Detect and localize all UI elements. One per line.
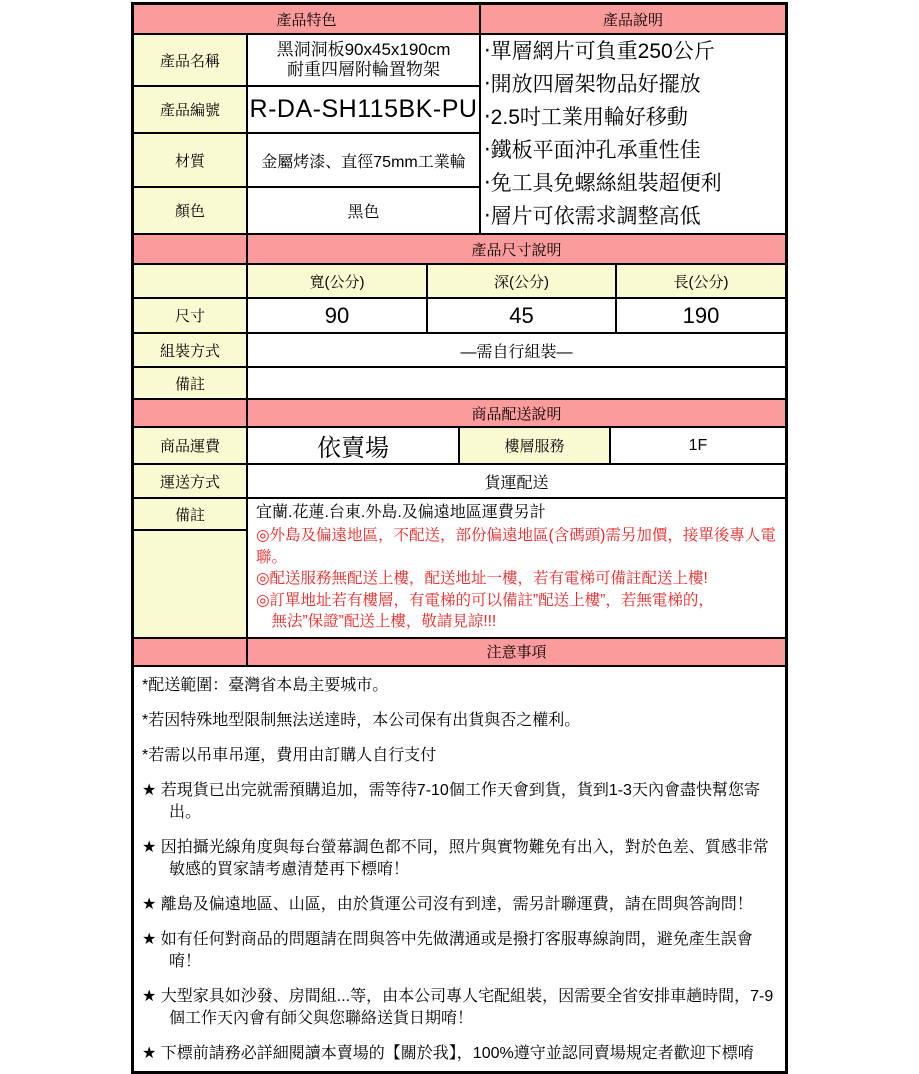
shipping-header-row [134, 398, 785, 426]
material-label: 材質 [134, 134, 246, 186]
notice-item: ★ 大型家具如沙發、房間組...等，由本公司專人宅配組裝，因需要全省安排車趟時間，7-9個工作天內會有師父與您聯絡送貨日期唷！ [142, 987, 774, 1027]
shipping-note-red-line: ◎訂單地址若有樓層，有電梯的可以備註”配送上樓”，若無電梯的， [256, 591, 714, 609]
product-code-label: 產品編號 [134, 87, 246, 132]
description-bullet: ‧2.5吋工業用輪好移動 [484, 106, 688, 129]
product-spec-table [131, 2, 788, 1074]
size-row [134, 297, 785, 332]
dimensions-colheader-spacer [134, 265, 246, 297]
product-code-value: R-DA-SH115BK-PU [246, 87, 479, 132]
dimensions-colheader-row [134, 263, 785, 297]
shipping-header: 商品配送說明 [246, 400, 785, 426]
description-header: 產品說明 [479, 5, 785, 33]
notice-item: ★ 下標前請務必詳細閱讀本賣場的【關於我】，100%遵守並認同賣場規定者歡迎下標唷 [142, 1044, 754, 1062]
dimensions-note-value [246, 368, 785, 398]
features-header: 產品特色 [134, 5, 479, 33]
description-bullet: ‧鐵板平面沖孔承重性佳 [484, 139, 701, 162]
freight-value: 依賣場 [246, 428, 458, 463]
product-name-line2: 耐重四層附輪置物架 [287, 60, 440, 79]
floor-service-value: 1F [609, 428, 785, 463]
description-bullet: ‧開放四層架物品好擺放 [484, 73, 701, 96]
notice-item: *若需以吊車吊運，費用由訂購人自行支付 [142, 746, 437, 764]
shipping-note-row [134, 497, 785, 637]
freight-row [134, 426, 785, 463]
product-name-value [246, 35, 479, 85]
shipping-note-content [246, 499, 785, 637]
freight-label: 商品運費 [134, 428, 246, 463]
dimensions-header-row [134, 233, 785, 263]
size-label: 尺寸 [134, 299, 246, 332]
description-cell [479, 35, 785, 233]
material-value: 金屬烤漆、直徑75mm工業輪 [246, 134, 479, 186]
product-name-line1: 黑洞洞板90x45x190cm [276, 40, 451, 59]
notice-item: ★ 離島及偏遠地區、山區，由於貨運公司沒有到達，需另計聯運費，請在問與答詢問！ [142, 895, 753, 913]
assembly-label: 組裝方式 [134, 334, 246, 366]
features-body-row [134, 33, 785, 233]
product-code-row [134, 85, 479, 132]
shipping-note-black-line: 宜蘭.花蓮.台東.外島.及偏遠地區運費另計 [256, 504, 546, 521]
notice-item: ★ 如有任何對商品的問題請在問與答中先做溝通或是撥打客服專線詢問，避免產生誤會唷！ [142, 930, 753, 970]
assembly-row [134, 332, 785, 366]
size-width-value: 90 [246, 299, 426, 332]
shipping-note-red-line: ◎配送服務無配送上樓，配送地址一樓，若有電梯可備註配送上樓! [256, 570, 708, 587]
dimensions-header: 產品尺寸說明 [246, 235, 785, 263]
notice-item: ★ 因拍攝光線角度與每台螢幕調色都不同，照片與實物難免有出入，對於色差、質感非常敏感的買家請考慮清楚再下標唷！ [142, 838, 769, 878]
color-label: 顏色 [134, 188, 246, 233]
depth-col-header: 深(公分) [426, 265, 615, 297]
description-bullet: ‧單層網片可負重250公斤 [484, 40, 715, 63]
notice-header-row [134, 637, 785, 665]
shipping-note-red-line: ◎外島及偏遠地區，不配送，部份偏遠地區(含碼頭)需另加價，接單後專人電聯。 [256, 527, 776, 566]
notice-item: *若因特殊地型限制無法送達時，本公司保有出貨與否之權利。 [142, 711, 581, 729]
shipping-note-red-list [256, 525, 779, 633]
notice-header: 注意事項 [246, 639, 785, 665]
height-col-header: 長(公分) [615, 265, 785, 297]
color-value: 黑色 [246, 188, 479, 233]
description-bullet: ‧免工具免螺絲組裝超便利 [484, 172, 722, 195]
size-height-value: 190 [615, 299, 785, 332]
assembly-value: —需自行組裝— [246, 334, 785, 366]
notice-item: *配送範圍：臺灣省本島主要城市。 [142, 676, 389, 694]
features-left-grid [134, 35, 479, 233]
shipping-note-left-column [134, 499, 246, 637]
method-value: 貨運配送 [246, 465, 785, 497]
shipping-note-red-line: 無法”保證”配送上樓，敬請見諒!!! [256, 613, 497, 630]
material-row [134, 132, 479, 186]
method-label: 運送方式 [134, 465, 246, 497]
dimensions-note-row [134, 366, 785, 398]
dimensions-note-label: 備註 [134, 368, 246, 398]
floor-service-label: 樓層服務 [458, 428, 609, 463]
size-depth-value: 45 [426, 299, 615, 332]
description-bullet-list [484, 35, 722, 233]
color-row [134, 186, 479, 233]
shipping-note-label-spacer [134, 531, 246, 637]
notice-header-spacer [134, 639, 246, 665]
notice-list [142, 675, 775, 1065]
features-header-row [134, 5, 785, 33]
description-bullet: ‧層片可依需求調整高低 [484, 205, 701, 228]
notice-body-row [134, 665, 785, 1071]
notice-item: ★ 若現貨已出完就需預購追加，需等待7-10個工作天會到貨，貨到1-3天內會盡快幫您寄出。 [142, 781, 760, 821]
width-col-header: 寬(公分) [246, 265, 426, 297]
shipping-header-spacer [134, 400, 246, 426]
dimensions-header-spacer [134, 235, 246, 263]
shipping-note-label: 備註 [134, 499, 246, 531]
method-row [134, 463, 785, 497]
product-name-row [134, 35, 479, 85]
product-name-label: 產品名稱 [134, 35, 246, 85]
notice-body [134, 667, 785, 1071]
